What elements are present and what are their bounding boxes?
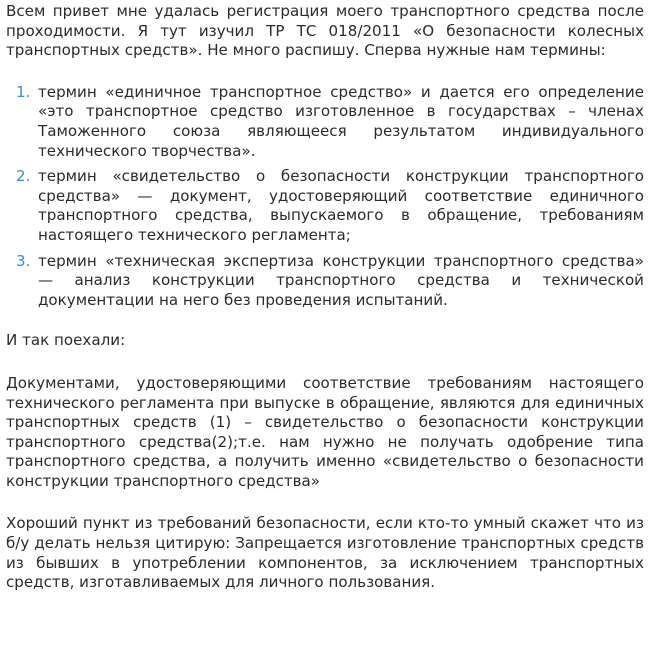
lead-line: И так поехали: xyxy=(6,331,126,350)
safety-paragraph: Хороший пункт из требований безопасности, если кто-то умный скажет что из б/у делать нельзя цитирую: Запрещается изготовление транспортных средств из бывших в употреблении компонентов, за исключением транспортных средств, изготавливаемых для личного пользования. xyxy=(6,514,644,592)
list-item-text: термин «свидетельство о безопасности конструкции транспортного средства» — документ, удостоверяющий соответствие единичного транспортного средства, выпускаемого в обращение, требованиям настоящего технического регламента; xyxy=(38,167,644,244)
list-item xyxy=(16,251,644,311)
list-item xyxy=(16,167,644,245)
intro-paragraph: Всем привет мне удалась регистрация моего транспортного средства после проходимости. Я тут изучил ТР ТС 018/2011 «О безопасности колесных транспортных средств». Не много распишу. Сперва нужные нам термины: xyxy=(6,2,644,60)
list-number: 3. xyxy=(16,251,31,270)
list-item-text: термин «единичное транспортное средство» и дается его определение «это транспортное средство изготовленное в государствах – членах Таможенного союза являющееся результатом индивидуального технического творчества». xyxy=(38,82,644,160)
list-item xyxy=(16,82,644,161)
documents-paragraph: Документами, удостоверяющими соответствие требованиям настоящего технического регламента при выпуске в обращение, являются для единичных транспортных средств (1) – свидетельство о безопасности конструкции транспортного средства(2);т.е. нам нужно не получать одобрение типа транспортного средства, а получить именно «свидетельство о безопасности конструкции транспортного средства» xyxy=(6,373,644,490)
terms-list xyxy=(6,83,644,311)
list-item-text: термин «техническая экспертиза конструкции транспортного средства» — анализ конструкции транспортного средства и технической документации на него без проведения испытаний. xyxy=(38,251,644,309)
list-number: 1. xyxy=(16,82,31,101)
list-number: 2. xyxy=(16,167,31,186)
